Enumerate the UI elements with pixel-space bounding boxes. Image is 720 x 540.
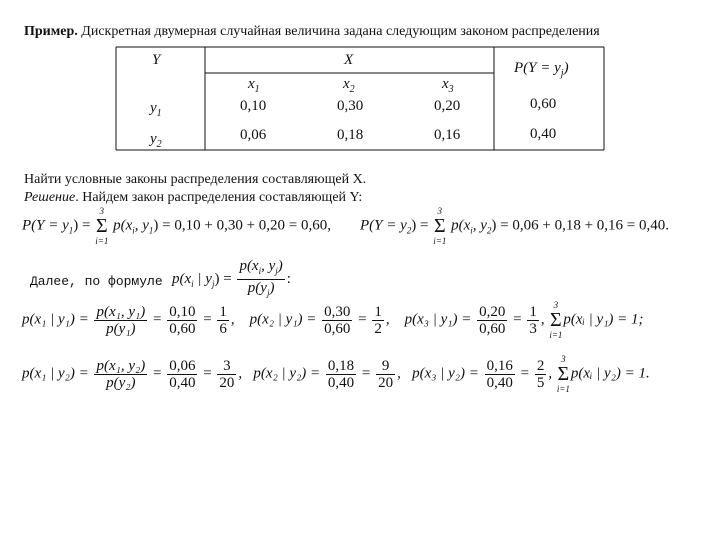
- table-header-p: $P(Y = y_j)$: [514, 60, 569, 79]
- conditional-row-y2: p(x₁ | y₂) = $\frac{\text{p(x₁, y₂)}}{\text{p(y₂)}}$ = $\frac{0,06}{0,40}$ = $\frac{3}{20}$ , p(x₂ | y₂) = $\frac{0,18}{0,40}$ = $\frac{9}{20}$ , p(x₃ | y₂) = $\frac{0,16}{0,40}$ = $\frac{2}{5}$ , 3 Σ i=1 p(xᵢ | y₂) = 1.: [22, 354, 650, 394]
- table-cell-x1-y2: 0,06: [240, 127, 267, 143]
- table-row-y2-label: $y_2$: [150, 131, 162, 150]
- formula-p-y2: $P(Y = y_2)$ = 3 Σ i=1 $p(x_i$, $y_2) = 0,06 + 0,18 + 0,16 = 0,40$.: [360, 206, 670, 246]
- table-cell-x1-y1: 0,10: [240, 98, 267, 114]
- sum-symbol: 3 Σ i=1: [95, 206, 109, 246]
- conditional-fraction: $\frac{p(x_i, y_j)}{p(y_j)}$: [239, 258, 283, 298]
- table-cell-p-y1: 0,60: [530, 96, 557, 112]
- table-x2-label: $x_2$: [343, 76, 355, 95]
- table-cell-x2-y2: 0,18: [337, 127, 364, 143]
- formula-p-y1: $P(Y = y_1)$ = 3 Σ i=1 $p(x_i$, $y_1) = 0,10 + 0,30 + 0,20 = 0,60$,: [22, 206, 332, 246]
- table-x3-label: $x_3$: [442, 76, 454, 95]
- table-cell-p-y2: 0,40: [530, 126, 557, 142]
- solution-text: Решение. Найдем закон распределения составляющей Y:: [24, 190, 363, 205]
- table-x1-label: $x_1$: [248, 76, 260, 95]
- table-cell-x3-y2: 0,16: [434, 127, 461, 143]
- conditional-row-y1: p(x₁ | y₁) = $\frac{\text{p(x₁, y₁)}}{\text{p(y₁)}}$ = $\frac{0,10}{0,60}$ = $\frac{1}{6}$ , p(x₂ | y₁) = $\frac{0,30}{0,60}$ = $\frac{1}{2}$ , p(x₃ | y₁) = $\frac{0,20}{0,60}$ = $\frac{1}{3}$ , 3 Σ i=1 p(xᵢ | y₁) = 1;: [22, 300, 644, 340]
- example-text: Дискретная двумерная случайная величина задана следующим законом распределения: [77, 24, 600, 39]
- table-row-y1-label: $y_1$: [150, 100, 162, 119]
- table-cell-x3-y1: 0,20: [434, 98, 461, 114]
- table-header-x: X: [344, 52, 354, 68]
- example-label: Пример.: [24, 24, 78, 39]
- table-header-y: Y: [152, 52, 161, 68]
- conditional-formula: $p(x_i$ | $y_j$) = $\frac{p(x_i, y_j)}{p(y_j)}$ :: [172, 258, 291, 301]
- further-text: Далее, по формуле: [30, 274, 163, 289]
- task-text: Найти условные законы распределения составляющей X.: [24, 172, 367, 187]
- sum-symbol: 3 Σ i=1: [433, 206, 447, 246]
- table-cell-x2-y1: 0,30: [337, 98, 364, 114]
